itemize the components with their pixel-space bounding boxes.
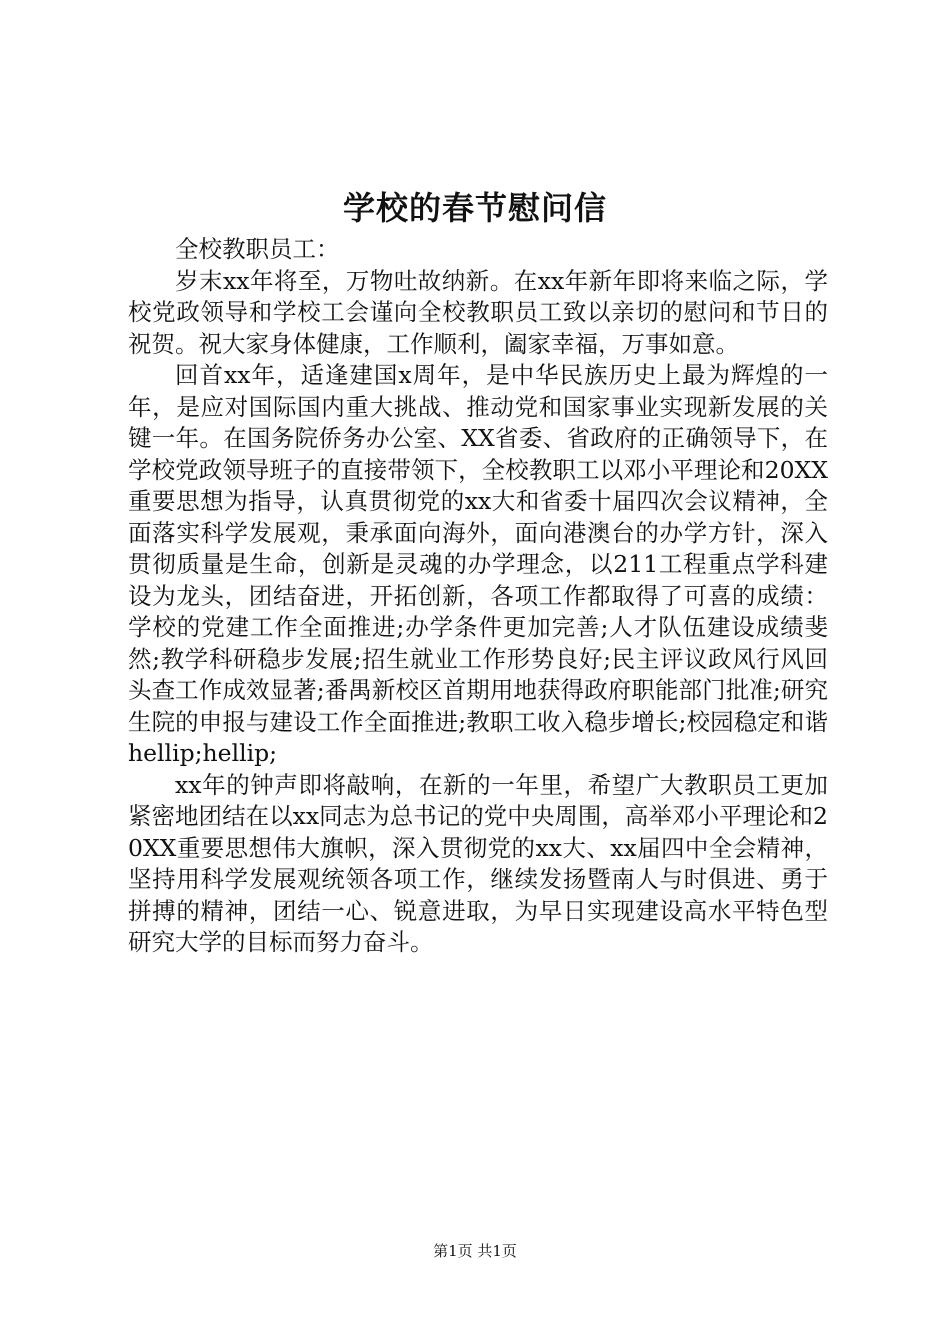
- page-number-footer: 第1页 共1页: [433, 1242, 517, 1260]
- paragraph-review: 回首xx年，适逢建国x周年，是中华民族历史上最为辉煌的一年，是应对国际国内重大挑战、推动党和国家事业实现新发展的关键一年。在国务院侨务办公室、XX省委、省政府的正确领导下，在学校党政领导班子的直接带领下，全校教职工以邓小平理论和20XX重要思想为指导，认真贯彻党的xx大和省委十届四次会议精神，全面落实科学发展观，秉承面向海外，面向港澳台的办学方针，深入贯彻质量是生命，创新是灵魂的办学理念，以211工程重点学科建设为龙头，团结奋进，开拓创新，各项工作都取得了可喜的成绩：学校的党建工作全面推进;办学条件更加完善;人才队伍建设成绩斐然;教学科研稳步发展;招生就业工作形势良好;民主评议政风行风回头查工作成效显著;番禺新校区首期用地获得政府职能部门批准;研究生院的申报与建设工作全面推进;教职工收入稳步增长;校园稳定和谐hellip;hellip;: [128, 361, 828, 767]
- salutation: 全校教职员工：: [175, 235, 340, 263]
- letter-body: [128, 234, 828, 959]
- paragraph-outlook: xx年的钟声即将敲响，在新的一年里，希望广大教职员工更加紧密地团结在以xx同志为总书记的党中央周围，高举邓小平理论和20XX重要思想伟大旗帜，深入贯彻党的xx大、xx届四中全会精神，坚持用科学发展观统领各项工作，继续发扬暨南人与时俱进、勇于拼搏的精神，团结一心、锐意进取，为早日实现建设高水平特色型研究大学的目标而努力奋斗。: [128, 770, 828, 956]
- paragraph-greeting: 岁末xx年将至，万物吐故纳新。在xx年新年即将来临之际，学校党政领导和学校工会谨向全校教职员工致以亲切的慰问和节日的祝贺。祝大家身体健康，工作顺利，阖家幸福，万事如意。: [128, 266, 828, 358]
- document-title: 学校的春节慰问信: [342, 189, 607, 227]
